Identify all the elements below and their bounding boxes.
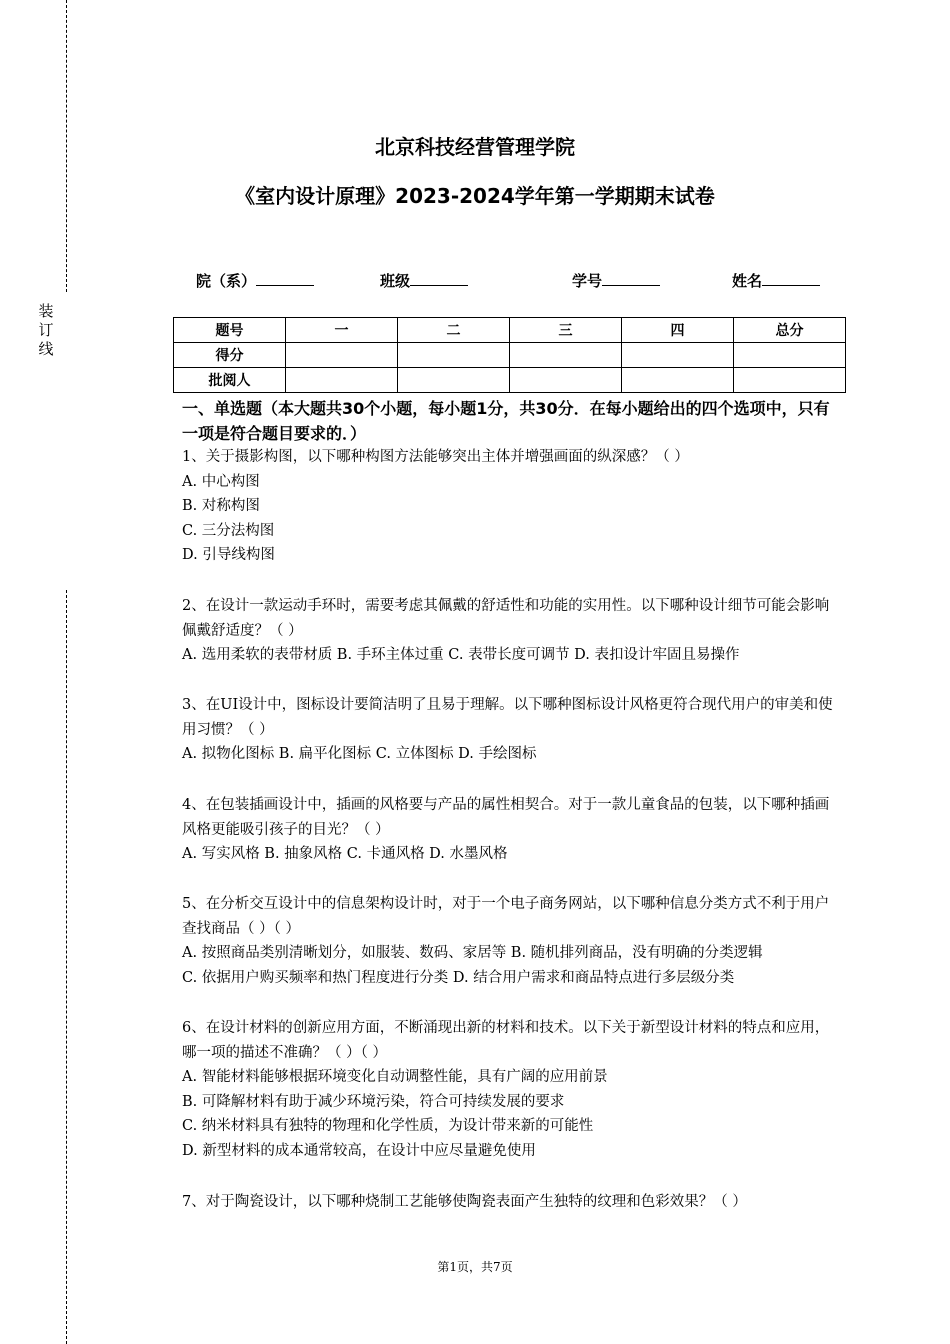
question-option: D. 引导线构图 [182,547,275,564]
question-option: A. 智能材料能够根据环境变化自动调整性能，具有广阔的应用前景 [182,1069,608,1086]
question-5 [182,892,842,990]
binding-char: 线 [38,340,54,358]
binding-line [66,590,67,1344]
binding-label [38,302,54,359]
score-entry-cell[interactable] [398,343,510,368]
question-option: C. 依据用户购买频率和热门程度进行分类 D. 结合用户需求和商品特点进行多层级分类 [182,969,735,986]
binding-char: 装 [38,302,54,320]
info-label: 院（系） [196,272,257,290]
score-entry-cell[interactable] [510,368,622,393]
score-table-header-row [174,318,846,343]
question-option: D. 新型材料的成本通常较高，在设计中应尽量避免使用 [182,1142,536,1159]
score-table-cell: 题号 [174,318,286,343]
info-field-student-id [572,270,660,291]
question-6 [182,1016,842,1164]
score-table-cell: 得分 [174,343,286,368]
question-4 [182,793,842,867]
question-option: A. 选用柔软的表带材质 B. 手环主体过重 C. 表带长度可调节 D. 表扣设计牢固且易操作 [182,647,740,664]
score-table-cell: 四 [622,318,734,343]
score-entry-cell[interactable] [286,343,398,368]
school-name: 北京科技经营管理学院 [375,135,575,159]
exam-title: 《室内设计原理》2023-2024学年第一学期期末试卷 [235,184,715,208]
question-stem: 1、关于摄影构图，以下哪种构图方法能够突出主体并增强画面的纵深感？（ ） [182,449,689,465]
question-option: A. 拟物化图标 B. 扁平化图标 C. 立体图标 D. 手绘图标 [182,746,537,763]
question-stem: 4、在包装插画设计中，插画的风格要与产品的属性相契合。对于一款儿童食品的包装，以下哪种插画风格更能吸引孩子的目光？（ ） [182,797,830,838]
question-option: C. 三分法构图 [182,522,275,539]
info-label: 学号 [572,272,603,290]
question-stem: 7、对于陶瓷设计，以下哪种烧制工艺能够使陶瓷表面产生独特的纹理和色彩效果？（ ） [182,1194,747,1210]
score-entry-cell[interactable] [622,368,734,393]
question-option: B. 可降解材料有助于减少环境污染，符合可持续发展的要求 [182,1093,565,1110]
score-table-row [174,368,846,393]
score-entry-cell[interactable] [286,368,398,393]
score-table-row [174,343,846,368]
info-field-name [732,270,820,291]
info-blank[interactable] [602,271,660,286]
question-stem: 6、在设计材料的创新应用方面，不断涌现出新的材料和技术。以下关于新型设计材料的特点和应用，哪一项的描述不准确？（ ）（ ） [182,1020,830,1061]
score-table-cell: 总分 [734,318,846,343]
binding-char: 订 [38,321,54,339]
score-entry-cell[interactable] [398,368,510,393]
section-heading: 一、单选题（本大题共30个小题，每小题1分，共30分．在每小题给出的四个选项中，只有一项是符合题目要求的．） [182,399,830,443]
score-entry-cell[interactable] [734,368,846,393]
question-7 [182,1190,842,1215]
info-label: 班级 [380,272,411,290]
question-1 [182,445,842,568]
score-table-cell: 一 [286,318,398,343]
score-table [173,317,846,393]
info-field-department [196,270,314,291]
question-option: A. 中心构图 [182,473,260,490]
question-option: C. 纳米材料具有独特的物理和化学性质，为设计带来新的可能性 [182,1118,594,1135]
info-blank[interactable] [410,271,468,286]
score-table-cell: 批阅人 [174,368,286,393]
info-field-class [380,270,468,291]
info-blank[interactable] [256,271,314,286]
score-table-cell: 三 [510,318,622,343]
info-label: 姓名 [732,272,763,290]
score-table-cell: 二 [398,318,510,343]
question-3 [182,693,842,767]
question-stem: 2、在设计一款运动手环时，需要考虑其佩戴的舒适性和功能的实用性。以下哪种设计细节可能会影响佩戴舒适度？（ ） [182,598,830,639]
score-entry-cell[interactable] [510,343,622,368]
question-option: B. 对称构图 [182,498,260,515]
score-entry-cell[interactable] [734,343,846,368]
question-option: A. 按照商品类别清晰划分，如服装、数码、家居等 B. 随机排列商品，没有明确的分类逻辑 [182,945,763,962]
page-footer: 第1页，共7页 [437,1260,513,1274]
info-blank[interactable] [762,271,820,286]
question-stem: 5、在分析交互设计中的信息架构设计时，对于一个电子商务网站，以下哪种信息分类方式不利于用户查找商品（ ）（ ） [182,896,830,937]
question-option: A. 写实风格 B. 抽象风格 C. 卡通风格 D. 水墨风格 [182,846,508,863]
score-entry-cell[interactable] [622,343,734,368]
question-stem: 3、在UI设计中，图标设计要简洁明了且易于理解。以下哪种图标设计风格更符合现代用户的审美和使用习惯？（ ） [182,697,833,738]
question-2 [182,594,842,668]
